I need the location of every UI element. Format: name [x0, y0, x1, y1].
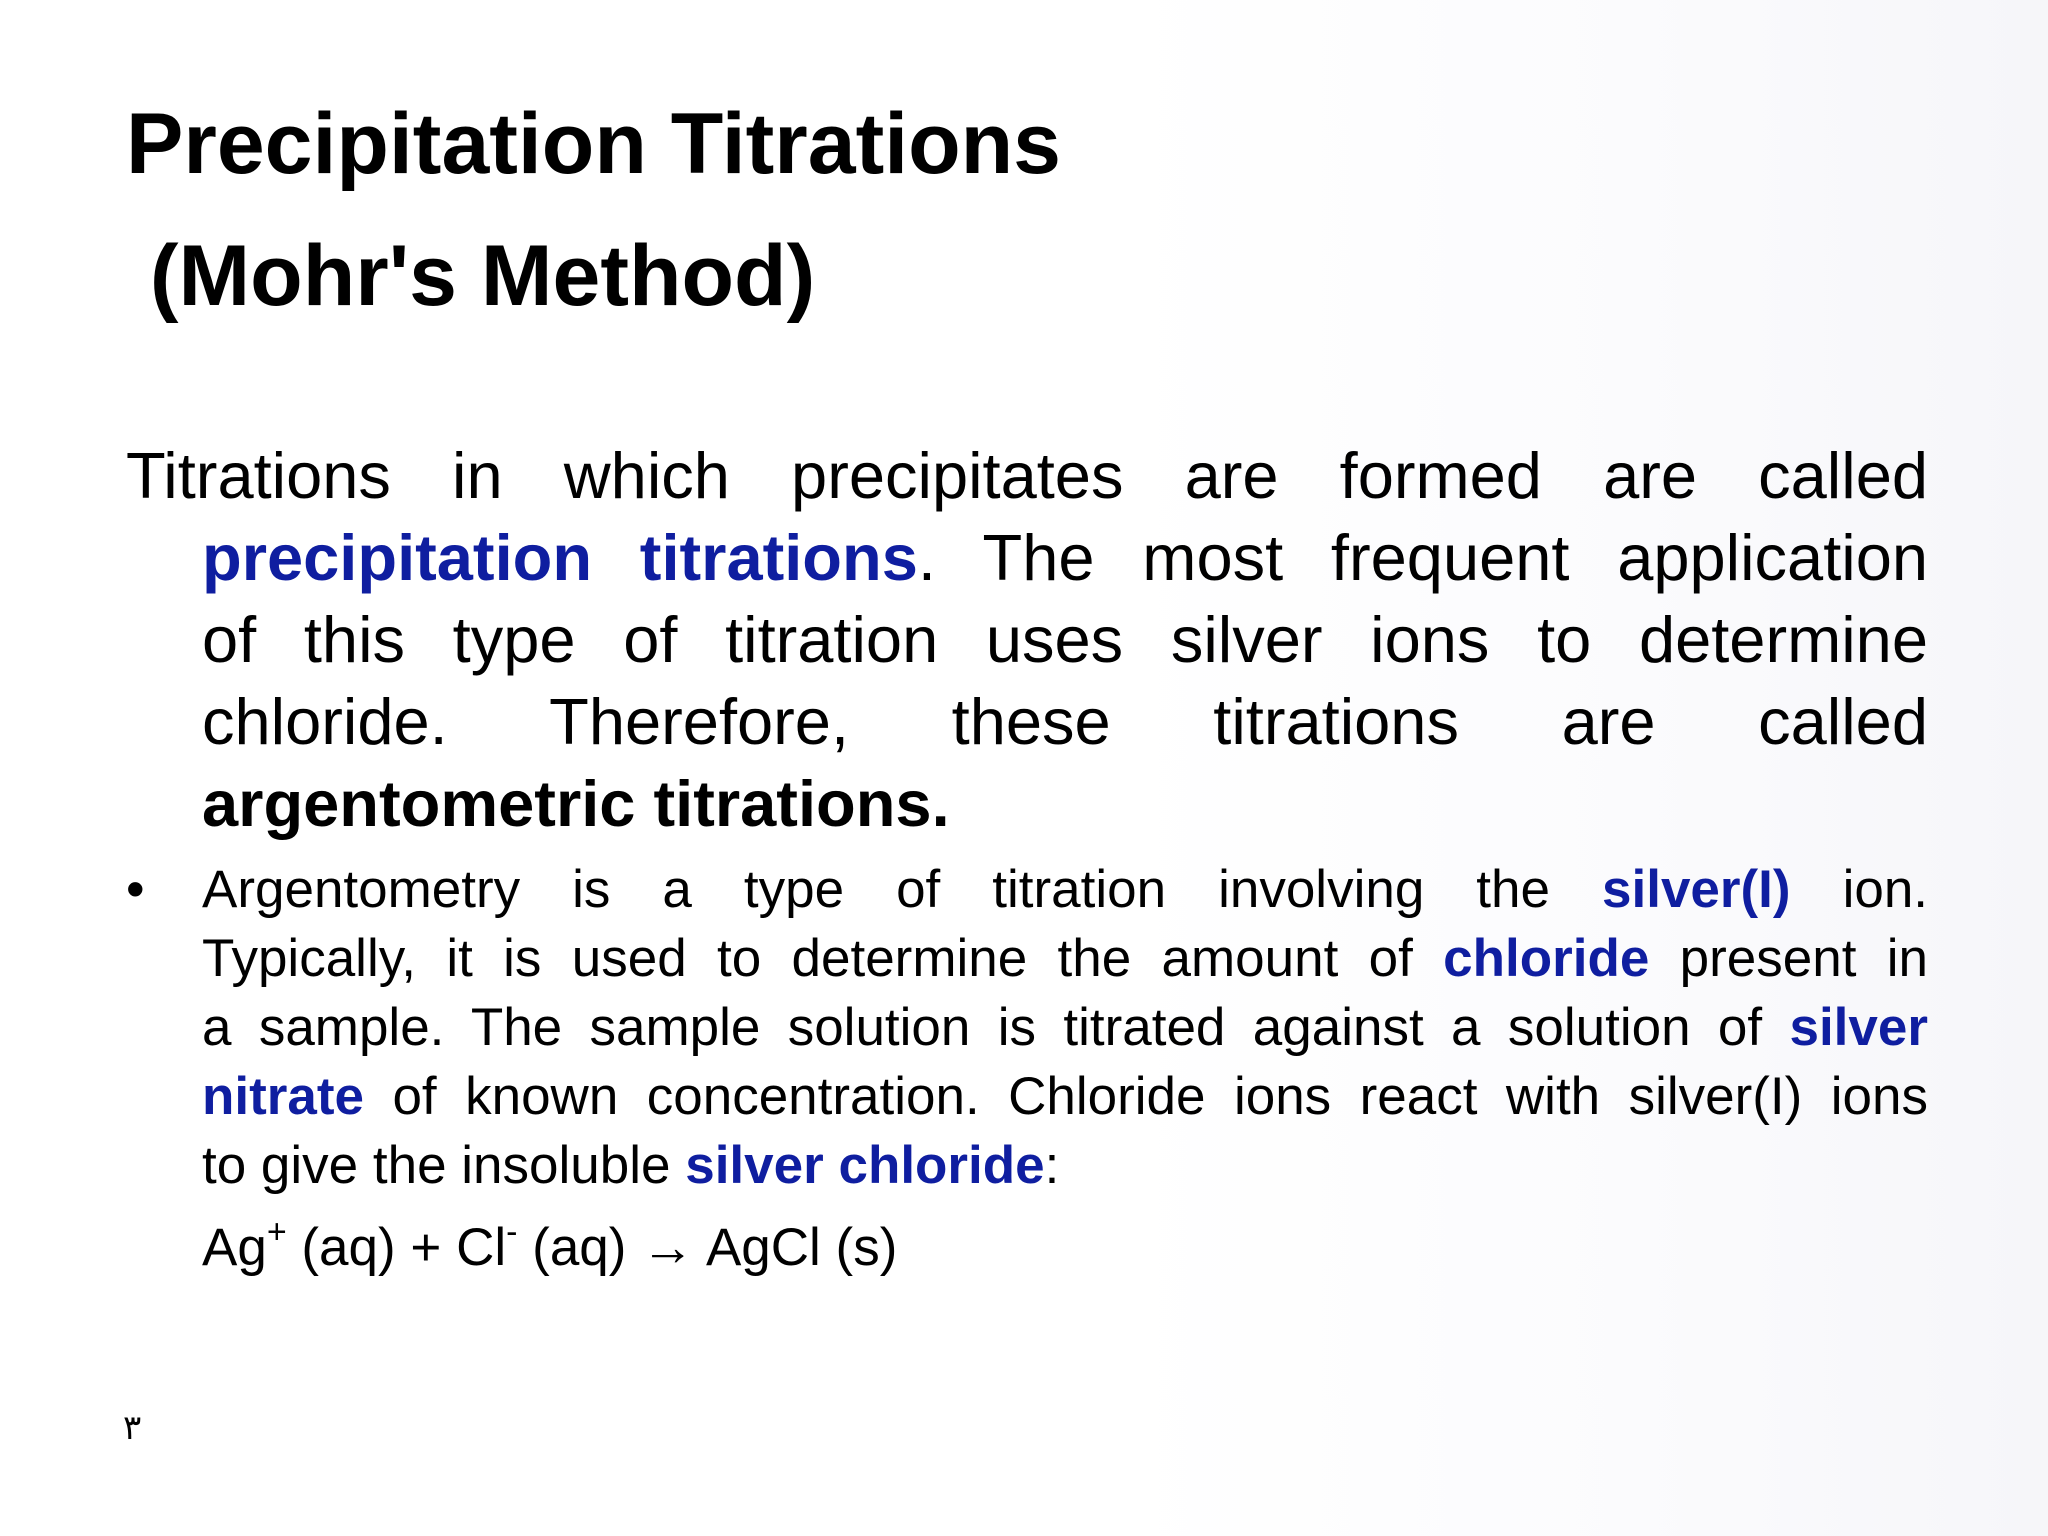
equation-part-2: (aq) → AgCl (s) [517, 1218, 898, 1277]
equation-ag: Ag [202, 1218, 267, 1277]
bullet-line-1-end: ion. [1842, 860, 1929, 919]
page-number: ٣ [123, 1408, 142, 1448]
bullet-line-4 [202, 1062, 1928, 1131]
term-argentometric-titrations: argentometric titrations. [202, 767, 950, 840]
title-line-1: Precipitation Titrations [126, 96, 1061, 192]
term-nitrate: nitrate [202, 1067, 364, 1126]
bullet-line-2-text: Typically, it is used to determine the amount of [202, 929, 1413, 988]
bullet-line-2 [202, 924, 1928, 993]
intro-line-2 [202, 517, 1928, 599]
chemical-equation [202, 1208, 1928, 1288]
slide-title [126, 78, 1061, 342]
term-silver-i: silver(I) [1602, 860, 1791, 919]
bullet-line-2-end: present in [1679, 929, 1928, 988]
bullet-line-5-text: to give the insoluble [202, 1136, 671, 1195]
term-silver-chloride: silver chloride [685, 1136, 1045, 1195]
bullet-line-1 [202, 855, 1928, 924]
bullet-marker: • [126, 860, 145, 919]
intro-line-1: Titrations in which precipitates are formed are called [126, 439, 1928, 512]
bullet-line-1-text: Argentometry is a type of titration involving the [202, 860, 1550, 919]
term-precipitation-titrations: precipitation titrations [202, 521, 918, 594]
equation-ag-charge: + [266, 1213, 287, 1251]
intro-line-4: chloride. Therefore, these titrations are called [202, 685, 1928, 758]
bullet-text [202, 855, 1928, 1288]
bullet-line-3 [202, 993, 1928, 1062]
bullet-line-4-text: of known concentration. Chloride ions react with silver(I) ions [392, 1067, 1928, 1126]
bullet-line-5-end: : [1044, 1136, 1060, 1195]
term-silver: silver [1789, 998, 1928, 1057]
bullet-item [126, 855, 1928, 1288]
intro-line-3: of this type of titration uses silver ions to determine [202, 603, 1928, 676]
term-chloride: chloride [1443, 929, 1650, 988]
equation-cl-charge: - [506, 1213, 518, 1251]
bullet-line-3-text: a sample. The sample solution is titrated against a solution of [202, 998, 1763, 1057]
intro-line-2-text: . The most frequent application [917, 521, 1928, 594]
intro-continuation [202, 517, 1928, 845]
equation-part-1: (aq) + Cl [286, 1218, 507, 1277]
intro-paragraph [126, 435, 1928, 845]
bullet-line-5 [202, 1131, 1928, 1200]
title-line-2: (Mohr's Method) [126, 228, 816, 324]
